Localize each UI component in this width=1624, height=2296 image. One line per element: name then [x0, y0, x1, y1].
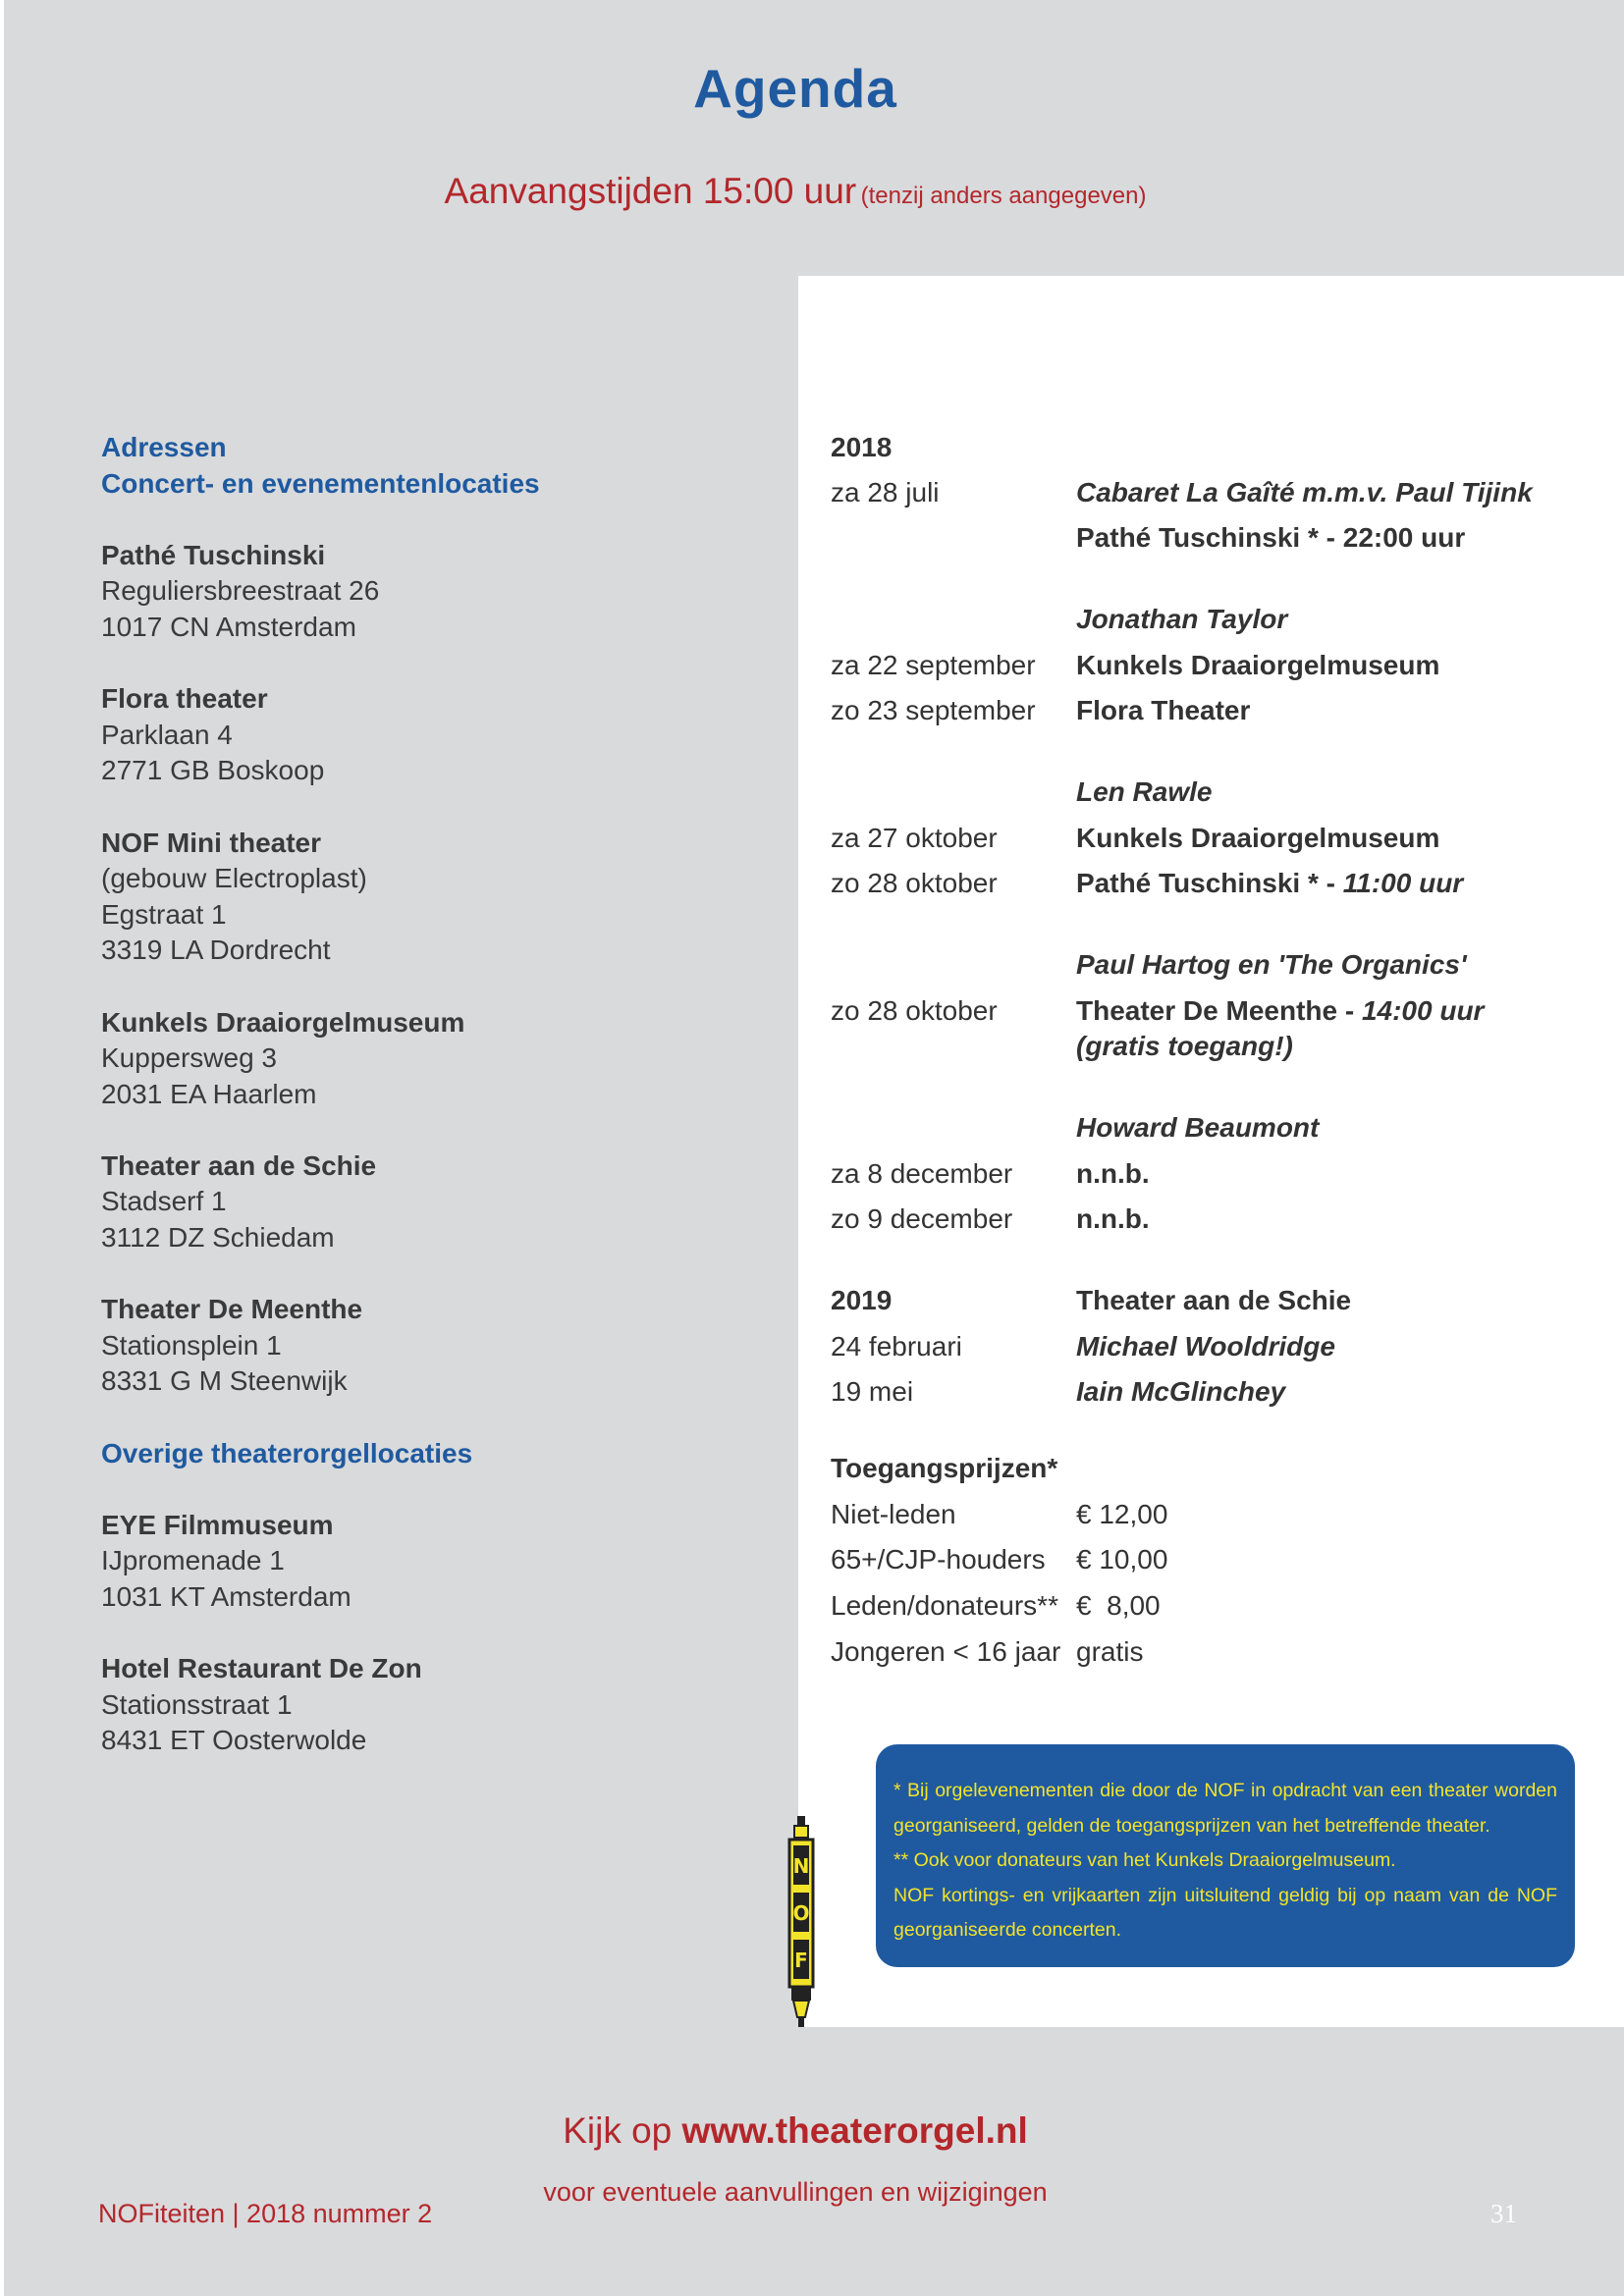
prices-heading: Toegangsprijzen* [831, 1453, 1058, 1483]
event-venue-time [1076, 868, 1463, 899]
venue-address: Stationsstraat 1 [101, 1688, 293, 1720]
event-date: 24 februari [831, 1331, 962, 1362]
event-artist: Paul Hartog en 'The Organics' [1076, 949, 1467, 980]
start-times-note: (tenzij anders aangegeven) [860, 183, 1147, 209]
event-venue: Theater aan de Schie [1076, 1285, 1352, 1315]
event-date: zo 9 december [831, 1203, 1013, 1234]
price-value: € 10,00 [1076, 1544, 1168, 1575]
venue-name: Flora theater [101, 683, 268, 715]
event-artist: Len Rawle [1076, 776, 1213, 807]
start-times-main: Aanvangstijden 15:00 uur [444, 171, 857, 211]
start-times [0, 171, 1591, 212]
venue-city: 1031 KT Amsterdam [101, 1581, 352, 1612]
footnote-donors: ** Ook voor donateurs van het Kunkels Draaiorgelmuseum. [893, 1849, 1396, 1871]
event-date: zo 23 september [831, 695, 1036, 725]
event-artist: Michael Wooldridge [1076, 1331, 1335, 1362]
addresses-column [101, 430, 540, 1759]
price-value: € 12,00 [1076, 1499, 1168, 1529]
event-venue: n.n.b. [1076, 1158, 1150, 1189]
logo-letter: N [792, 1854, 810, 1878]
venue-name: Pathé Tuschinski [101, 539, 326, 570]
price-footnote-box [876, 1744, 1575, 1967]
venue-name: Theater De Meenthe [101, 1294, 363, 1325]
event-date: 19 mei [831, 1376, 914, 1407]
price-label: Jongeren < 16 jaar [831, 1636, 1061, 1667]
event-date: za 22 september [831, 650, 1036, 680]
venue-city: 3112 DZ Schiedam [101, 1222, 335, 1254]
footnote-cards: NOF kortings- en vrijkaarten zijn uitsluitend geldig bij op naam van de NOF georganiseerde concerten. [893, 1884, 1557, 1941]
nof-logo-icon [785, 1816, 817, 2027]
venue-city: 1017 CN Amsterdam [101, 611, 356, 642]
website-link[interactable]: www.theaterorgel.nl [681, 2110, 1028, 2151]
event-artist: Iain McGlinchey [1076, 1376, 1286, 1407]
venue-city: 8431 ET Oosterwolde [101, 1725, 367, 1756]
venues-heading: Concert- en evenementenlocaties [101, 467, 540, 499]
venue-address: Stationsplein 1 [101, 1329, 282, 1361]
footnote-theater: * Bij orgelevenementen die door de NOF in opdracht van een theater worden georganiseerd, gelden de toegangsprijzen van het betreffende theater. [893, 1780, 1557, 1837]
website-prefix: Kijk op [563, 2110, 682, 2151]
website-hint [0, 2110, 1591, 2152]
event-venue: Pathé Tuschinski * - [1076, 868, 1343, 898]
venue-address: IJpromenade 1 [101, 1545, 285, 1576]
venue-city: 8331 G M Steenwijk [101, 1365, 348, 1397]
publication-info: NOFiteiten | 2018 nummer 2 [98, 2199, 433, 2228]
venue-name: Kunkels Draaiorgelmuseum [101, 1006, 465, 1038]
venue-name: Theater aan de Schie [101, 1149, 377, 1181]
price-label: Leden/donateurs** [831, 1590, 1058, 1621]
addresses-heading: Adressen [101, 432, 227, 462]
event-date: za 28 juli [831, 477, 940, 507]
event-venue: Kunkels Draaiorgelmuseum [1076, 823, 1440, 853]
other-venues-heading: Overige theaterorgellocaties [101, 1437, 473, 1468]
venue-city: 2771 GB Boskoop [101, 755, 325, 786]
venue-name: NOF Mini theater [101, 827, 322, 858]
event-venue: Theater De Meenthe - [1076, 995, 1362, 1026]
event-venue-time [1076, 995, 1484, 1027]
event-note: (gratis toegang!) [1076, 1031, 1293, 1061]
event-venue: Kunkels Draaiorgelmuseum [1076, 650, 1440, 680]
page-title: Agenda [693, 58, 897, 119]
year-heading: 2018 [831, 432, 893, 462]
event-date: za 8 december [831, 1158, 1013, 1189]
price-label: 65+/CJP-houders [831, 1544, 1046, 1575]
event-venue: n.n.b. [1076, 1203, 1150, 1234]
event-time: 11:00 uur [1342, 868, 1464, 898]
website-subline: voor eventuele aanvullingen en wijzigingen [543, 2177, 1048, 2207]
venue-address: Stadserf 1 [101, 1186, 227, 1217]
price-label: Niet-leden [831, 1499, 956, 1529]
venue-city: 3319 LA Dordrecht [101, 934, 331, 966]
event-venue: Pathé Tuschinski * - 22:00 uur [1076, 522, 1466, 553]
price-value: gratis [1076, 1636, 1144, 1667]
venue-address: Kuppersweg 3 [101, 1042, 278, 1074]
logo-letter: O [792, 1901, 810, 1925]
event-date: zo 28 oktober [831, 995, 998, 1026]
page-number: 31 [1490, 2199, 1517, 2228]
year-heading: 2019 [831, 1285, 893, 1315]
price-value: € 8,00 [1076, 1590, 1161, 1621]
logo-letter: F [794, 1949, 808, 1972]
event-venue: Flora Theater [1076, 695, 1251, 725]
event-date: zo 28 oktober [831, 868, 998, 898]
venue-city: 2031 EA Haarlem [101, 1078, 317, 1109]
venue-name: EYE Filmmuseum [101, 1509, 334, 1540]
venue-name: Hotel Restaurant De Zon [101, 1653, 422, 1684]
venue-building: (gebouw Electroplast) [101, 863, 367, 894]
event-artist: Cabaret La Gaîté m.m.v. Paul Tijink [1076, 477, 1533, 507]
event-artist: Jonathan Taylor [1076, 604, 1288, 634]
event-time: 14:00 uur [1361, 995, 1485, 1026]
venue-address: Egstraat 1 [101, 898, 227, 930]
event-date: za 27 oktober [831, 823, 998, 853]
venue-address: Reguliersbreestraat 26 [101, 575, 380, 607]
venue-address: Parklaan 4 [101, 719, 233, 750]
event-artist: Howard Beaumont [1076, 1112, 1320, 1143]
